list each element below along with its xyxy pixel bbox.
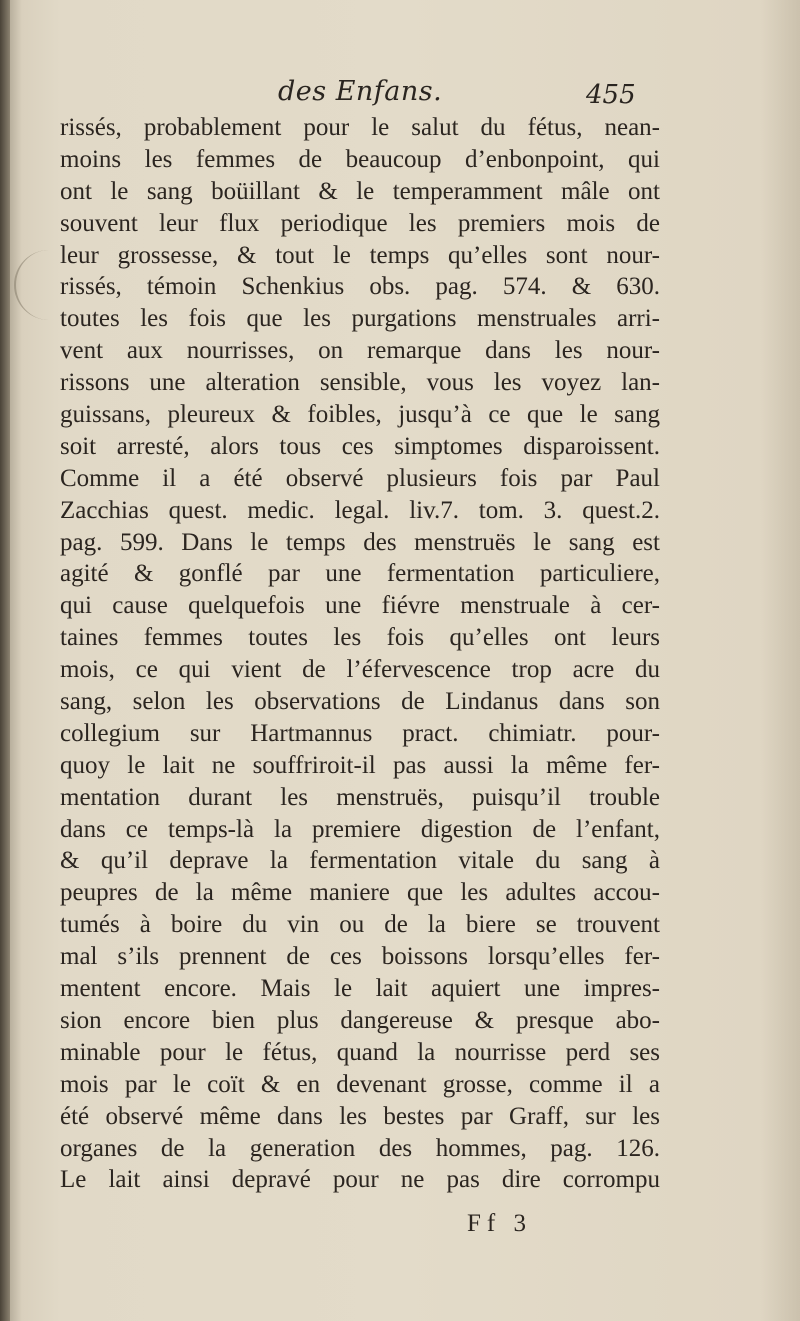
running-title: des Enfans. [278,76,443,107]
page-stain [14,250,56,320]
text-line: soit arresté, alors tous ces simptomes disparoissent. [60,432,660,460]
text-line: rissons une alteration sensible, vous les voyez lan- [60,369,660,397]
text-line: qui cause quelquefois une fiévre menstruale à cer- [60,592,660,620]
text-line: collegium sur Hartmannus pract. chimiatr. pour- [60,719,660,747]
page-header [60,76,660,116]
body-text [60,112,660,1196]
text-line: mentent encore. Mais le lait aquiert une impres- [60,975,660,1003]
text-line: & qu’il deprave la fermentation vitale du sang à [60,847,660,875]
text-line: quoy le lait ne souffriroit-il pas aussi la même fer- [60,751,660,779]
text-line: été observé même dans les bestes par Graff, sur les [60,1102,660,1130]
text-line: pag. 599. Dans le temps des menstruës le sang est [60,528,660,556]
text-line: toutes les fois que les purgations menstruales arri- [60,305,660,333]
signature-mark: Ff 3 [467,1210,532,1237]
text-line: organes de la generation des hommes, pag. 126. [60,1134,660,1162]
text-line: peupres de la même maniere que les adultes accou- [60,879,660,907]
text-line: mentation durant les menstruës, puisqu’il trouble [60,783,660,811]
text-line: agité & gonflé par une fermentation particuliere, [60,560,660,588]
text-line: leur grossesse, & tout le temps qu’elles sont nour- [60,241,660,269]
text-line: guissans, pleureux & foibles, jusqu’à ce que le sang [60,401,660,429]
page-number: 455 [586,80,636,110]
text-line: tumés à boire du vin ou de la biere se trouvent [60,911,660,939]
text-line: rissés, témoin Schenkius obs. pag. 574. & 630. [60,273,660,301]
text-line: sion encore bien plus dangereuse & presque abo- [60,1006,660,1034]
text-line: taines femmes toutes les fois qu’elles ont leurs [60,624,660,652]
text-line: sang, selon les observations de Lindanus dans son [60,688,660,716]
text-line: rissés, probablement pour le salut du fétus, nean- [60,114,660,141]
text-line: moins les femmes de beaucoup d’enbonpoint, qui [60,145,660,173]
text-line: mois par le coït & en devenant grosse, comme il a [60,1070,660,1098]
book-spine-shadow [0,0,10,1321]
text-line: mois, ce qui vient de l’éfervescence trop acre du [60,656,660,684]
text-line: minable pour le fétus, quand la nourrisse perd ses [60,1038,660,1066]
text-line: ont le sang boüillant & le temperamment mâle ont [60,177,660,205]
text-line: dans ce temps-là la premiere digestion de l’enfant, [60,815,660,843]
text-line: mal s’ils prennent de ces boissons lorsqu’elles fer- [60,943,660,971]
text-line: Comme il a été observé plusieurs fois par Paul [60,464,660,492]
text-line: Le lait ainsi depravé pour ne pas dire corrompu [60,1166,660,1194]
text-line: Zacchias quest. medic. legal. liv.7. tom. 3. quest.2. [60,496,660,524]
text-line: souvent leur flux periodique les premiers mois de [60,209,660,237]
text-line: vent aux nourrisses, on remarque dans les nour- [60,337,660,365]
